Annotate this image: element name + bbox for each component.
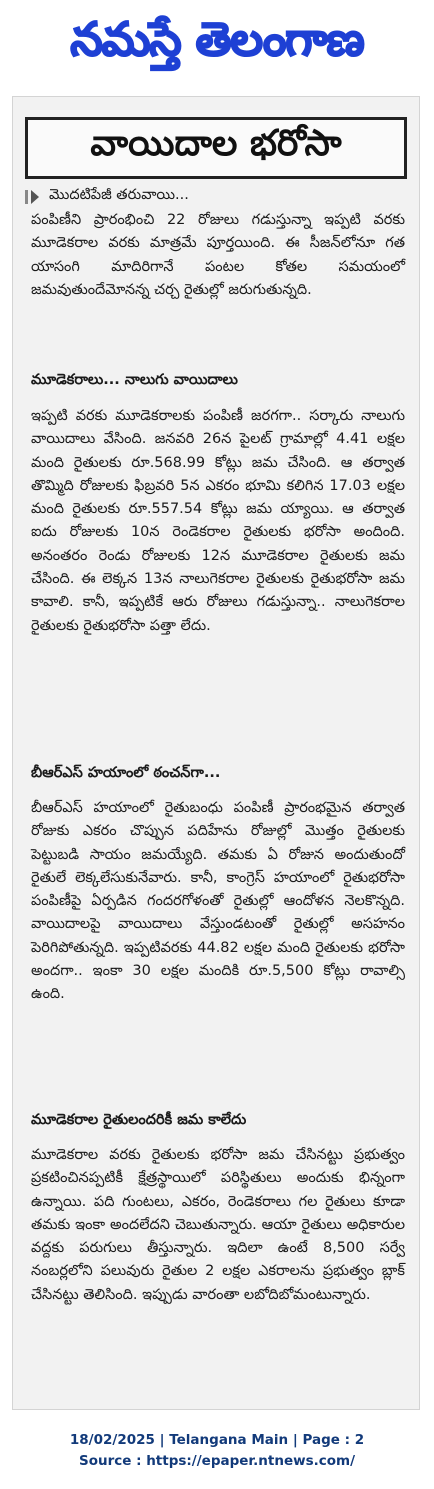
masthead-logo-text: నమస్తే తెలంగాణ <box>70 12 364 66</box>
footer-source-link[interactable]: Source : https://epaper.ntnews.com/ <box>78 1453 356 1469</box>
footer-date-edition: 18/02/2025 | Telangana Main | Page : 2 <box>69 1432 365 1448</box>
subhead-installments: మూడెకరాలు... నాలుగు వాయిదాలు <box>31 372 238 388</box>
headline-box <box>25 117 407 179</box>
body-installments: ఇప్పటి వరకు మూడెకరాలకు పంపిణీ జరగగా.. సర్కారు నాలుగు వాయిదాలు వేసింది. జనవరి 26న పైలట్ గ్రామాల్లో 4.41 లక్షల మంది రైతులకు రూ.568.99 కోట్లు జమ చేసింది. ఆ తర్వాత తొమ్మిది రోజులకు ఫిబ్రవరి 5న ఎకరం భూమి కలిగిన 17.03 లక్షల మంది రైతులకు రూ.557.54 కోట్లు జమ య్యాయి. ఆ తర్వాత ఐదు రోజులకు 10న రెండెకరాల రైతులకు భరోసా అందింది. అనంతరం రెండు రోజులకు 12న మూడెకరాల రైతులకు జమ చేసింది. ఈ లెక్కన 13న నాలుగెకరాల రైతులకు రైతుభరోసా జమ కావాలి. కానీ, ఇప్పటికే ఆరు రోజులు గడుస్తున్నా.. నాలుగెకరాల రైతులకు రైతుభరోసా పత్తా లేదు. <box>31 408 405 634</box>
intro-paragraph: పంపిణీని ప్రారంభించి 22 రోజులు గడుస్తున్నా ఇప్పటి వరకు మూడెకరాల వరకు మాత్రమే పూర్తయింది. ఈ సీజన్‌లోనూ గత యాసంగి మాదిరిగానే పంటల కోతల సమయంలో జమవుతుందేమోనన్న చర్చ రైతుల్లో జరుగుతున్నది. <box>31 212 405 298</box>
subhead-brs-era: బీఆర్‌ఎస్ హయాంలో ఠంచన్‌గా... <box>31 765 221 781</box>
body-brs-era: బీఆర్‌ఎస్ హయాంలో రైతుబంధు పంపిణీ ప్రారంభమైన తర్వాత రోజుకు ఎకరం చొప్పున పదిహేను రోజుల్లో మొత్తం రైతులకు పెట్టుబడి సాయం జమయ్యేది. తమకు ఏ రోజున అందుతుందో రైతులే లెక్కలేసుకునేవారు. కానీ, కాంగ్రెస్ హయాంలో రైతుభరోసా పంపిణీపై ఏర్పడిన గందరగోళంతో రైతుల్లో ఆందోళన నెలకొన్నది. వాయిదాలపై వాయిదాలు వేస్తుండటంతో రైతుల్లో అసహనం పెరిగిపోతున్నది. ఇప్పటివరకు 44.82 లక్షల మంది రైతులకు భరోసా అందగా.. ఇంకా 30 లక్షల మందికి రూ.5,500 కోట్లు రావాల్సి ఉంది. <box>31 800 405 1003</box>
continuation-line <box>31 187 189 207</box>
subhead-three-acres: మూడెకరాల రైతులందరికీ జమ కాలేదు <box>31 1112 247 1128</box>
article-headline: వాయిదాల భరోసా <box>90 123 342 164</box>
body-three-acres: మూడెకరాల వరకు రైతులకు భరోసా జమ చేసినట్టు ప్రభుత్వం ప్రకటించినప్పటికీ క్షేత్రస్థాయిలో పరిస్థితులు అందుకు భిన్నంగా ఉన్నాయి. పది గుంటలు, ఎకరం, రెండెకరాలు గల రైతులు కూడా తమకు ఇంకా అందలేదని చెబుతున్నారు. ఆయా రైతులు అధికారుల వద్దకు పరుగులు తీస్తున్నారు. ఇదిలా ఉంటే 8,500 సర్వే నంబర్లలోని పలువురు రైతుల 2 లక్షల ఎకరాలను ప్రభుత్వం బ్లాక్ చేసినట్టు తెలిసింది. ఇప్పుడు వారంతా లబోదిబోమంటున్నారు. <box>31 1147 405 1303</box>
arrow-right-icon <box>31 190 39 204</box>
article-clipping <box>12 96 420 1410</box>
newspaper-masthead <box>18 8 416 82</box>
continuation-label: మొదటిపేజీ తరువాయి... <box>49 187 189 203</box>
